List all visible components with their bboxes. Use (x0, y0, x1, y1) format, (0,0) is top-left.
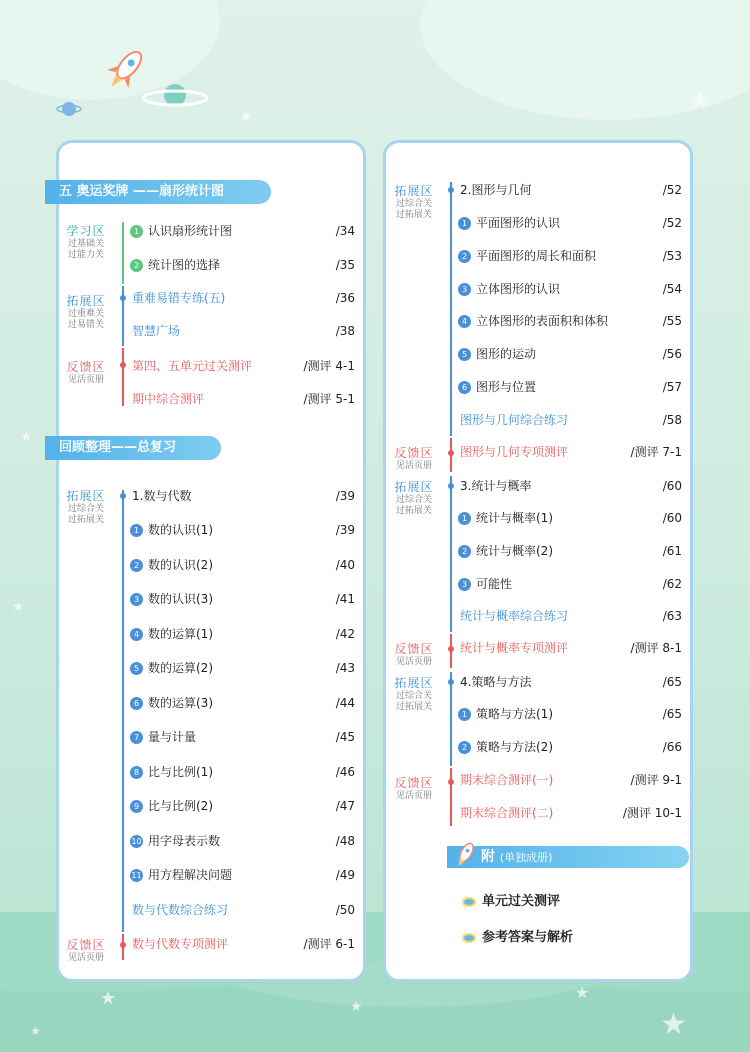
page-number: /60 (662, 479, 682, 493)
star-icon: ★ (240, 109, 253, 125)
toc-item[interactable]: 3 立体图形的认识 (458, 280, 560, 298)
toc-item[interactable]: 数与代数专项测评 (132, 937, 229, 951)
toc-item[interactable]: 5 图形的运动 (458, 345, 536, 363)
toc-item[interactable]: 1 策略与方法(1) (458, 705, 553, 723)
toc-item[interactable]: 7 量与计量 (130, 728, 196, 746)
page-number: /63 (662, 609, 682, 623)
page-number: /测评 7-1 (630, 445, 682, 459)
star-icon: ★ (660, 1007, 687, 1042)
star-icon: ★ (12, 599, 25, 615)
page-number: /测评 8-1 (630, 641, 682, 655)
page-number: /50 (335, 903, 355, 917)
review-banner: 回顾整理——总复习 (45, 436, 221, 460)
zone-feedback: 反馈区 见活页册 (394, 446, 434, 471)
page-number: /测评 10-1 (622, 806, 682, 820)
appendix-banner: 附 (单独成册) (447, 846, 689, 868)
page-number: /测评 5-1 (303, 392, 355, 406)
toc-item[interactable]: 4 数的运算(1) (130, 625, 213, 643)
page-number: /39 (335, 523, 355, 537)
zone-feedback: 反馈区 见活页册 (394, 642, 434, 667)
page-number: /41 (335, 592, 355, 606)
timeline-dot (448, 679, 454, 685)
page-number: /52 (662, 183, 682, 197)
timeline-dot (448, 779, 454, 785)
toc-item[interactable]: 第四、五单元过关测评 (132, 359, 253, 373)
timeline-dot (120, 493, 126, 499)
toc-item[interactable]: 1 平面图形的认识 (458, 214, 560, 232)
timeline-dot (120, 942, 126, 948)
page-number: /36 (335, 291, 355, 305)
page-number: /测评 6-1 (303, 937, 355, 951)
toc-item[interactable]: 8 比与比例(1) (130, 763, 213, 781)
planet-icon (56, 98, 82, 120)
timeline-line (122, 222, 124, 284)
toc-item[interactable]: 4 立体图形的表面积和体积 (458, 312, 608, 330)
unit5-banner: 五 奥运奖牌 ——扇形统计图 (45, 180, 271, 204)
rocket-icon (452, 840, 478, 870)
page-number: /61 (662, 544, 682, 558)
timeline-line (450, 182, 452, 436)
zone-feedback: 反馈区 见活页册 (66, 938, 106, 963)
zone-study: 学习区 过基础关 过能力关 (66, 224, 106, 260)
appendix-item[interactable]: 参考答案与解析 (462, 926, 573, 945)
page-number: /52 (662, 216, 682, 230)
toc-item[interactable]: 1 认识扇形统计图 (130, 222, 232, 240)
zone-expand: 拓展区 过综合关 过拓展关 (66, 489, 106, 525)
page-number: /44 (335, 696, 355, 710)
planet-icon (462, 933, 476, 943)
toc-item[interactable]: 6 图形与位置 (458, 378, 536, 396)
timeline-line (122, 348, 124, 406)
toc-item[interactable]: 1 数的认识(1) (130, 521, 213, 539)
page-number: /42 (335, 627, 355, 641)
zone-feedback: 反馈区 见活页册 (66, 360, 106, 385)
page-number: /60 (662, 511, 682, 525)
timeline-dot (448, 483, 454, 489)
toc-item[interactable]: 2 策略与方法(2) (458, 738, 553, 756)
timeline-line (450, 768, 452, 826)
star-icon: ★ (575, 983, 590, 1002)
toc-item[interactable]: 图形与几何综合练习 (460, 413, 569, 427)
star-icon: ★ (690, 88, 710, 113)
toc-item[interactable]: 2.图形与几何 (460, 183, 532, 197)
zone-expand: 拓展区 过综合关 过拓展关 (394, 676, 434, 712)
page-number: /65 (662, 707, 682, 721)
planet-icon (462, 897, 476, 907)
toc-item[interactable]: 数与代数综合练习 (132, 903, 229, 917)
timeline-line (122, 490, 124, 932)
toc-item[interactable]: 3 可能性 (458, 575, 512, 593)
appendix-item[interactable]: 单元过关测评 (462, 890, 560, 909)
toc-item[interactable]: 1.数与代数 (132, 489, 192, 503)
toc-item[interactable]: 期末综合测评(二) (460, 806, 554, 820)
toc-item[interactable]: 3.统计与概率 (460, 479, 532, 493)
toc-item[interactable]: 2 平面图形的周长和面积 (458, 247, 596, 265)
page-number: /34 (335, 224, 355, 238)
page-number: /58 (662, 413, 682, 427)
toc-item[interactable]: 4.策略与方法 (460, 675, 532, 689)
ringed-planet-icon (140, 80, 210, 114)
toc-item[interactable]: 图形与几何专项测评 (460, 445, 569, 459)
timeline-line (450, 672, 452, 766)
page-number: /66 (662, 740, 682, 754)
page-number: /54 (662, 282, 682, 296)
timeline-dot (448, 646, 454, 652)
page-number: /47 (335, 799, 355, 813)
zone-expand: 拓展区 过综合关 过拓展关 (394, 184, 434, 220)
toc-item[interactable]: 期末综合测评(一) (460, 773, 554, 787)
page-number: /39 (335, 489, 355, 503)
page-number: /40 (335, 558, 355, 572)
zone-expand: 拓展区 过综合关 过拓展关 (394, 480, 434, 516)
toc-item[interactable]: 9 比与比例(2) (130, 797, 213, 815)
star-icon: ★ (30, 1024, 41, 1038)
page-number: /53 (662, 249, 682, 263)
page-number: /55 (662, 314, 682, 328)
page-number: /测评 9-1 (630, 773, 682, 787)
page-number: /46 (335, 765, 355, 779)
star-icon: ★ (100, 988, 117, 1009)
toc-item[interactable]: 11 用方程解决问题 (131, 868, 233, 882)
toc-item[interactable]: 2 数的认识(2) (130, 556, 213, 574)
toc-item[interactable]: 期中综合测评 (132, 392, 205, 406)
page-number: /35 (335, 258, 355, 272)
page-number: /49 (335, 868, 355, 882)
timeline-dot (448, 187, 454, 193)
timeline-dot (448, 450, 454, 456)
star-icon: ★ (350, 999, 363, 1015)
zone-expand: 拓展区 过重难关 过易错关 (66, 294, 106, 330)
page-number: /测评 4-1 (303, 359, 355, 373)
toc-item[interactable]: 2 统计与概率(2) (458, 542, 553, 560)
toc-item[interactable]: 重难易错专练(五) (132, 291, 226, 305)
star-icon: ★ (20, 429, 33, 445)
page-number: /38 (335, 324, 355, 338)
page-number: /65 (662, 675, 682, 689)
page-number: /43 (335, 661, 355, 675)
page-number: /57 (662, 380, 682, 394)
page-number: /56 (662, 347, 682, 361)
page-number: /48 (335, 834, 355, 848)
timeline-dot (120, 362, 126, 368)
toc-item[interactable]: 统计与概率专项测评 (460, 641, 569, 655)
page-number: /62 (662, 577, 682, 591)
toc-item[interactable]: 5 数的运算(2) (130, 659, 213, 677)
timeline-dot (120, 295, 126, 301)
toc-item[interactable]: 3 数的认识(3) (130, 590, 213, 608)
toc-item[interactable]: 统计与概率综合练习 (460, 609, 569, 623)
toc-item[interactable]: 6 数的运算(3) (130, 694, 213, 712)
toc-item[interactable]: 2 统计图的选择 (130, 256, 220, 274)
toc-item[interactable]: 智慧广场 (132, 324, 181, 338)
timeline-line (450, 476, 452, 632)
toc-item[interactable]: 1 统计与概率(1) (458, 509, 553, 527)
toc-item[interactable]: 10 用字母表示数 (131, 834, 221, 848)
zone-feedback: 反馈区 见活页册 (394, 776, 434, 801)
page-number: /45 (335, 730, 355, 744)
